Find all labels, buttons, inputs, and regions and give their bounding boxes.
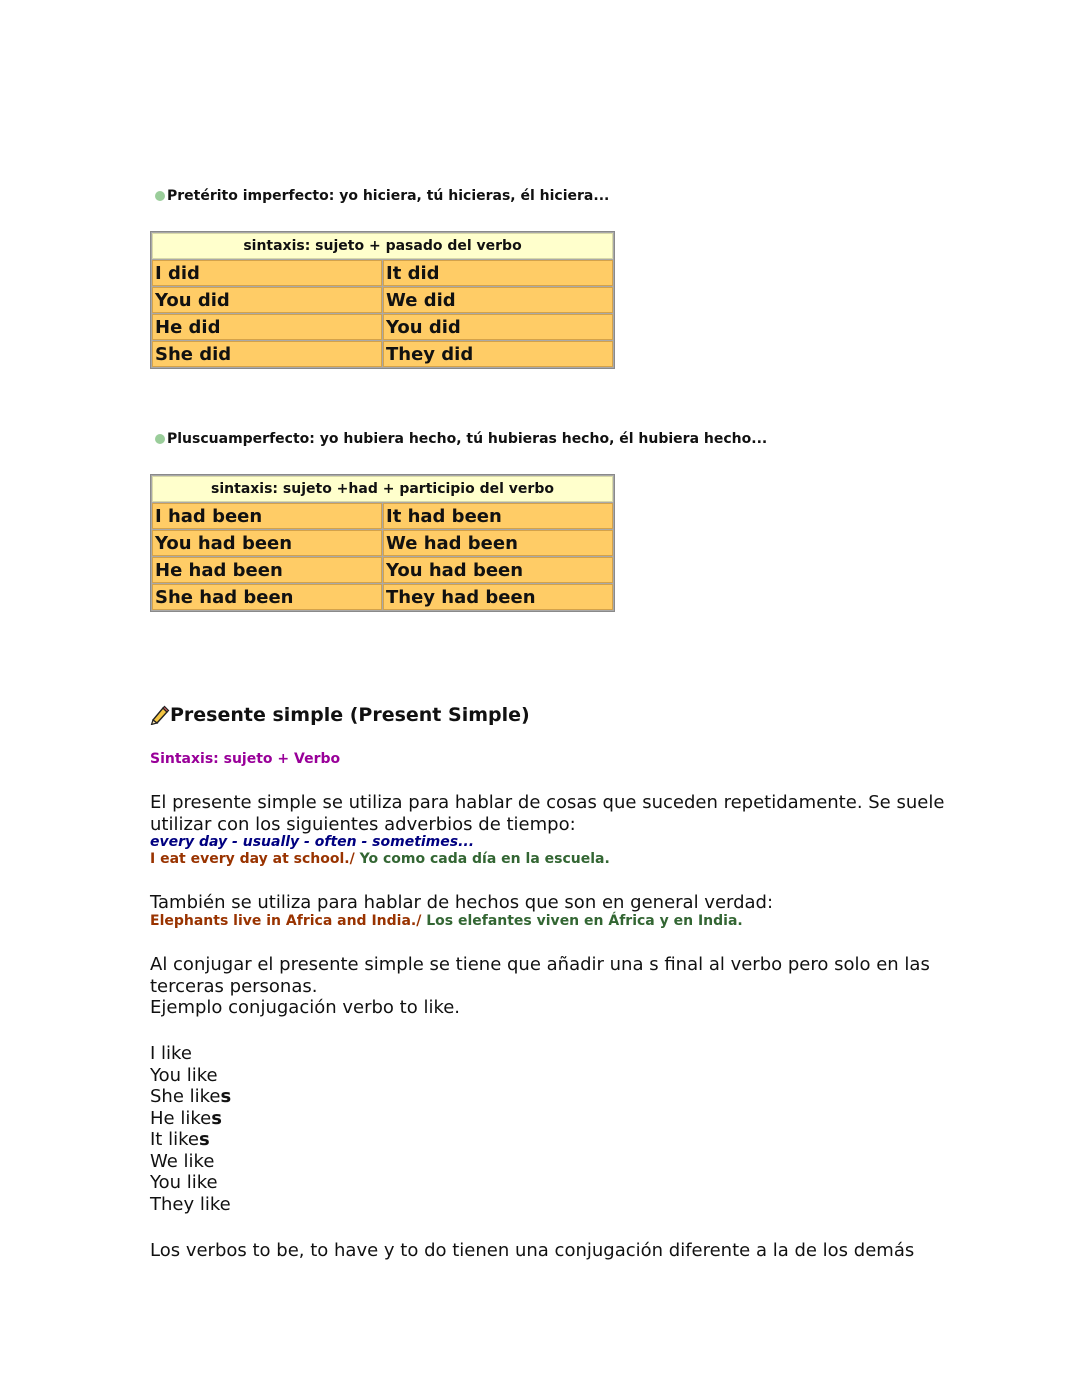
table-cell: It did: [383, 260, 613, 286]
table-cell: He did: [152, 314, 382, 340]
table-row: [152, 341, 613, 367]
table-row: [152, 314, 613, 340]
table-cell: You had been: [383, 557, 613, 583]
table-row: [152, 584, 613, 610]
table-row: [152, 530, 613, 556]
table-header: sintaxis: sujeto + pasado del verbo: [152, 233, 613, 259]
table-cell: She did: [152, 341, 382, 367]
table-cell: You did: [152, 287, 382, 313]
paragraph-example-intro: Ejemplo conjugación verbo to like.: [150, 997, 461, 1018]
table-cell: It had been: [383, 503, 613, 529]
example-2: [150, 913, 743, 929]
conjugation-list: [150, 1043, 231, 1215]
example-1: [150, 851, 610, 867]
bullet-dot-icon: [155, 434, 165, 444]
table-row: [152, 287, 613, 313]
list-item: They like: [150, 1193, 231, 1215]
table-cell: We did: [383, 287, 613, 313]
syntax-label: Sintaxis: sujeto + Verbo: [150, 751, 341, 767]
pencil-icon: [150, 705, 170, 725]
list-item: It likes: [150, 1129, 210, 1150]
list-item: He likes: [150, 1107, 222, 1129]
bullet-text: Pluscuamperfecto: yo hubiera hecho, tú hubieras hecho, él hubiera hecho...: [167, 431, 768, 447]
list-item: She likes: [150, 1086, 232, 1107]
table-row: [152, 260, 613, 286]
table-cell: You did: [383, 314, 613, 340]
list-item: You like: [150, 1172, 218, 1193]
bullet-preterito: [155, 188, 609, 204]
table-cell: You had been: [152, 530, 382, 556]
list-item: We like: [150, 1150, 215, 1172]
table-cell: She had been: [152, 584, 382, 610]
example-spanish: Yo como cada día en la escuela.: [354, 851, 610, 867]
table-cell: They did: [383, 341, 613, 367]
bullet-dot-icon: [155, 191, 165, 201]
list-item: You like: [150, 1064, 218, 1086]
table-cell: He had been: [152, 557, 382, 583]
paragraph-facts: También se utiliza para hablar de hechos que son en general verdad:: [150, 892, 774, 913]
conjugation-table-had-been: [150, 474, 615, 612]
paragraph-intro: El presente simple se utiliza para hablar de cosas que suceden repetidamente. Se suele utilizar con los siguientes adverbios de tiempo:: [150, 792, 945, 835]
list-item: I like: [150, 1043, 192, 1064]
table-header: sintaxis: sujeto +had + participio del verbo: [152, 476, 613, 502]
bullet-pluscuamperfecto: [155, 431, 767, 447]
table-cell: I had been: [152, 503, 382, 529]
table-row: [152, 557, 613, 583]
table-row: [152, 503, 613, 529]
page-title: Presente simple (Present Simple): [170, 704, 530, 726]
example-english: Elephants live in Africa and India./: [150, 913, 422, 929]
paragraph-third-person: Al conjugar el presente simple se tiene que añadir una s final al verbo pero solo en las terceras personas.: [150, 954, 930, 997]
example-spanish: Los elefantes viven en África y en India.: [421, 913, 743, 929]
table-cell: We had been: [383, 530, 613, 556]
conjugation-table-did: [150, 231, 615, 369]
table-cell: I did: [152, 260, 382, 286]
adverbs-list: every day - usually - often - sometimes...: [150, 834, 475, 850]
bullet-text: Pretérito imperfecto: yo hiciera, tú hicieras, él hiciera...: [167, 188, 610, 204]
present-simple-heading: [150, 704, 530, 726]
table-cell: They had been: [383, 584, 613, 610]
paragraph-irregular: Los verbos to be, to have y to do tienen una conjugación diferente a la de los demás: [150, 1240, 915, 1261]
example-english: I eat every day at school./: [150, 851, 355, 867]
